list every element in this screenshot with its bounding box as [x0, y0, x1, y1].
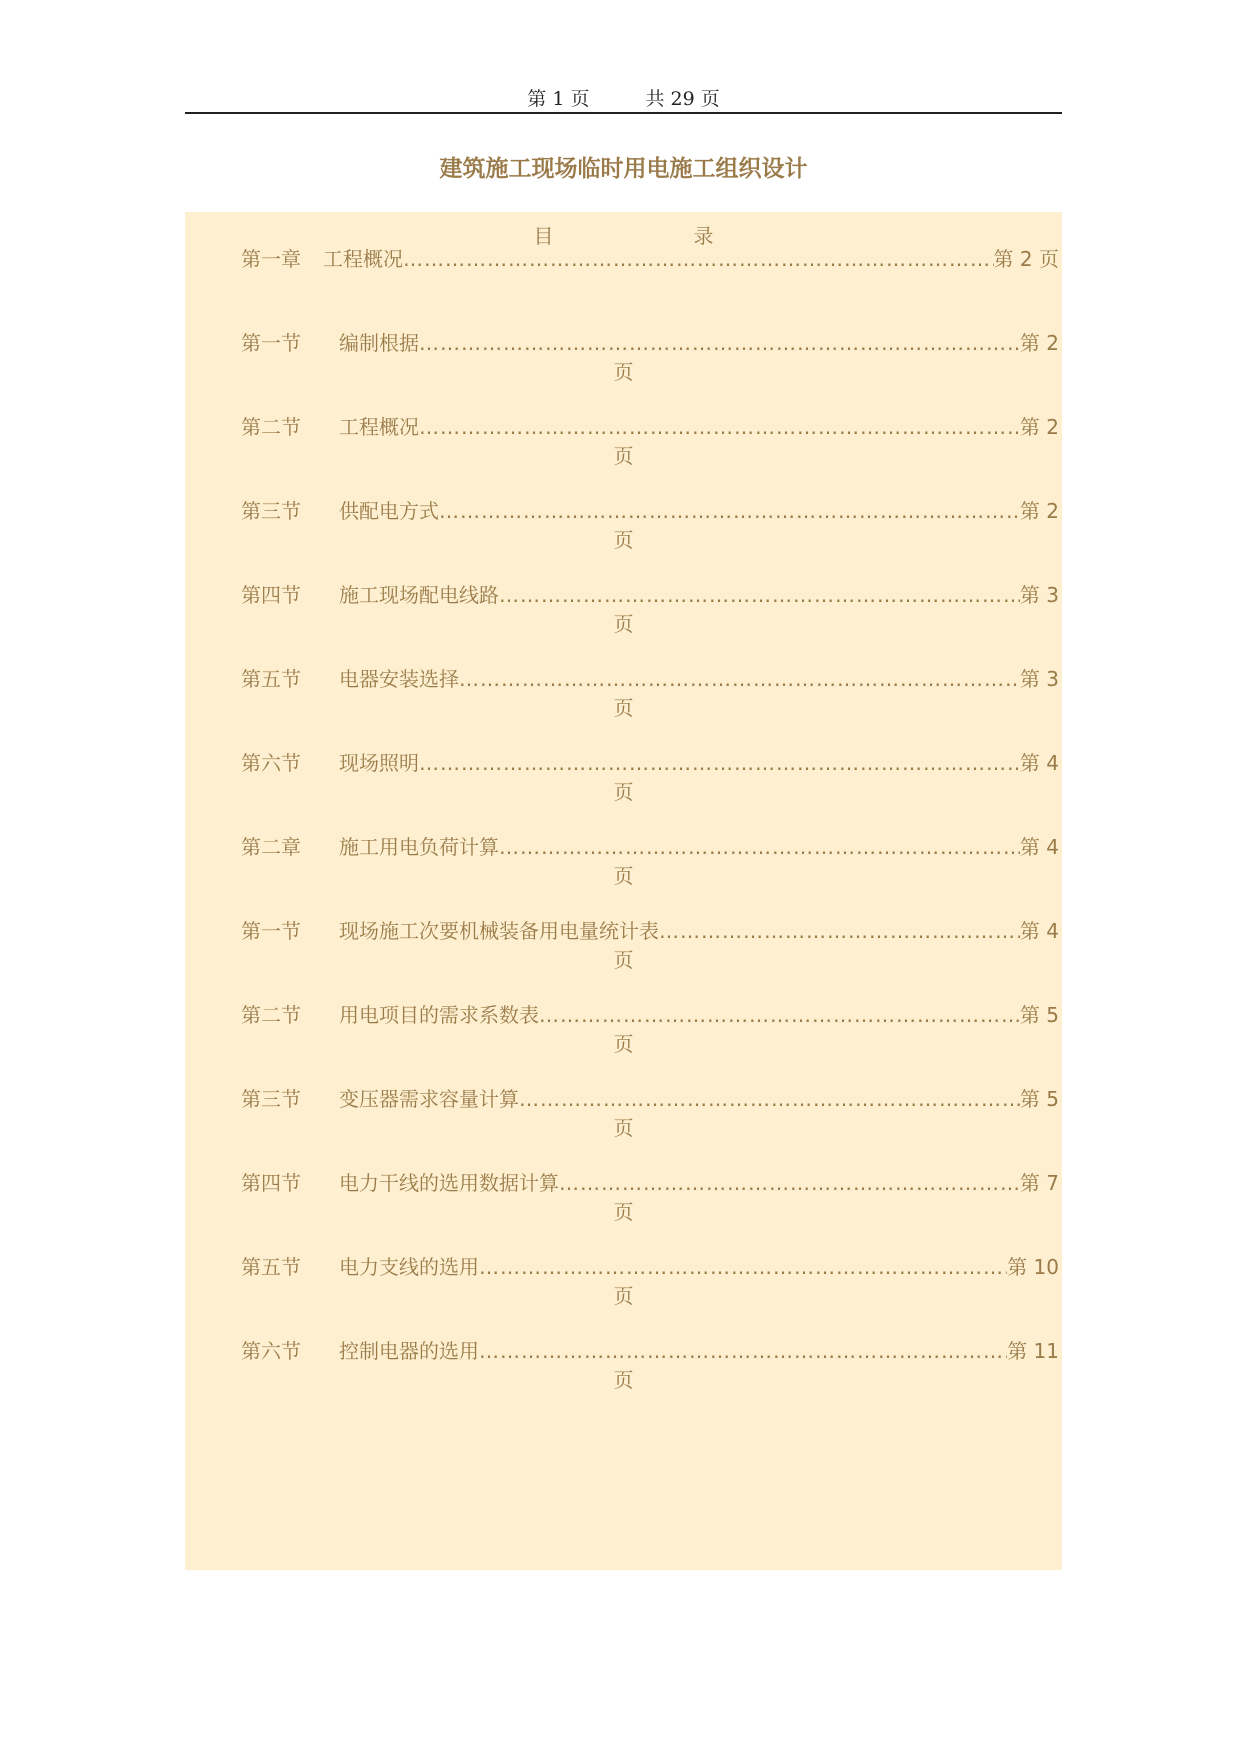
toc-entry-page: 第 4: [1019, 919, 1059, 943]
toc-entry-number: 第六节: [241, 1339, 301, 1363]
toc-entry-title: 现场照明: [339, 751, 419, 775]
toc-entry[interactable]: [241, 1168, 1059, 1198]
toc-entry-number: 第三节: [241, 499, 301, 523]
toc-entry[interactable]: [241, 496, 1059, 526]
toc-entry-number: 第五节: [241, 1255, 301, 1279]
toc-entry-page-wrap: 页: [613, 612, 634, 636]
toc-entry-page-wrap: 页: [613, 528, 634, 552]
toc-entry-number: 第四节: [241, 583, 301, 607]
toc-dot-leader: [539, 1000, 1020, 1030]
toc-entry-page: 第 3: [1019, 583, 1059, 607]
toc-entry-number: 第四节: [241, 1171, 301, 1195]
toc-entry-page: 第 4: [1019, 751, 1059, 775]
toc-entry-page: 第 11: [1007, 1339, 1059, 1363]
toc-entry-number: 第一节: [241, 331, 301, 355]
toc-entry-page-wrap: 页: [613, 780, 634, 804]
toc-entry[interactable]: [241, 244, 1059, 274]
toc-entry-page-wrap: 页: [613, 948, 634, 972]
toc-entry-page: 第 5: [1019, 1087, 1059, 1111]
toc-list: [185, 212, 1062, 1570]
toc-dot-leader: [419, 748, 1020, 778]
toc-entry-page: 第 2 页: [993, 247, 1059, 271]
toc-entry-number: 第一节: [241, 919, 301, 943]
toc-entry-title: 电力干线的选用数据计算: [339, 1171, 559, 1195]
toc-entry-page: 第 10: [1007, 1255, 1059, 1279]
toc-entry-number: 第六节: [241, 751, 301, 775]
toc-entry[interactable]: [241, 748, 1059, 778]
toc-entry-page-wrap: 页: [613, 864, 634, 888]
toc-entry-title: 供配电方式: [339, 499, 439, 523]
toc-entry-title: 控制电器的选用: [339, 1339, 479, 1363]
toc-entry-page: 第 7: [1019, 1171, 1059, 1195]
toc-entry-page-wrap: 页: [613, 444, 634, 468]
toc-dot-leader: [559, 1168, 1020, 1198]
toc-entry-title: 电力支线的选用: [339, 1255, 479, 1279]
page-header: [185, 84, 1062, 114]
toc-heading-right: 录: [693, 224, 714, 248]
toc-dot-leader: [459, 664, 1020, 694]
toc-entry[interactable]: [241, 1084, 1059, 1114]
toc-entry-page: 第 5: [1019, 1003, 1059, 1027]
toc-heading-left: 目: [533, 224, 554, 248]
toc-entry-page: 第 2: [1019, 499, 1059, 523]
toc-entry-title: 电器安装选择: [339, 667, 459, 691]
toc-entry-number: 第一章: [241, 247, 301, 271]
toc-dot-leader: [419, 412, 1020, 442]
toc-entry[interactable]: [241, 412, 1059, 442]
toc-dot-leader: [519, 1084, 1020, 1114]
page-number: 第 1 页: [527, 88, 590, 110]
toc-dot-leader: [499, 832, 1020, 862]
table-of-contents: [185, 212, 1062, 1570]
toc-entry-number: 第三节: [241, 1087, 301, 1111]
toc-entry[interactable]: [241, 1252, 1059, 1282]
toc-entry[interactable]: [241, 1000, 1059, 1030]
toc-entry-number: 第五节: [241, 667, 301, 691]
toc-entry[interactable]: [241, 1336, 1059, 1366]
toc-entry[interactable]: [241, 328, 1059, 358]
toc-entry-title: 施工现场配电线路: [339, 583, 499, 607]
document-title: 建筑施工现场临时用电施工组织设计: [439, 156, 808, 182]
toc-entry[interactable]: [241, 832, 1059, 862]
toc-entry-page-wrap: 页: [613, 360, 634, 384]
toc-entry-title: 编制根据: [339, 331, 419, 355]
toc-dot-leader: [479, 1336, 1007, 1366]
toc-entry[interactable]: [241, 580, 1059, 610]
toc-dot-leader: [659, 916, 1020, 946]
toc-dot-leader: [419, 328, 1020, 358]
toc-entry-title: 工程概况: [339, 415, 419, 439]
toc-dot-leader: [439, 496, 1020, 526]
toc-entry-page-wrap: 页: [613, 1368, 634, 1392]
page-total: 共 29 页: [645, 88, 720, 110]
toc-entry-title: 施工用电负荷计算: [339, 835, 499, 859]
toc-dot-leader: [403, 244, 994, 274]
toc-entry-number: 第二节: [241, 1003, 301, 1027]
toc-entry-page-wrap: 页: [613, 1284, 634, 1308]
toc-dot-leader: [499, 580, 1020, 610]
toc-entry-page-wrap: 页: [613, 1116, 634, 1140]
toc-entry-page-wrap: 页: [613, 1032, 634, 1056]
toc-entry-page: 第 4: [1019, 835, 1059, 859]
toc-entry-title: 变压器需求容量计算: [339, 1087, 519, 1111]
toc-entry-number: 第二章: [241, 835, 301, 859]
toc-entry-page-wrap: 页: [613, 1200, 634, 1224]
toc-entry-page: 第 2: [1019, 415, 1059, 439]
toc-entry-page-wrap: 页: [613, 696, 634, 720]
toc-dot-leader: [479, 1252, 1007, 1282]
toc-entry-title: 工程概况: [323, 247, 403, 271]
toc-entry-page: 第 2: [1019, 331, 1059, 355]
toc-entry-title: 用电项目的需求系数表: [339, 1003, 539, 1027]
toc-entry[interactable]: [241, 916, 1059, 946]
toc-entry-page: 第 3: [1019, 667, 1059, 691]
toc-entry-title: 现场施工次要机械装备用电量统计表: [339, 919, 659, 943]
toc-entry-number: 第二节: [241, 415, 301, 439]
toc-entry[interactable]: [241, 664, 1059, 694]
